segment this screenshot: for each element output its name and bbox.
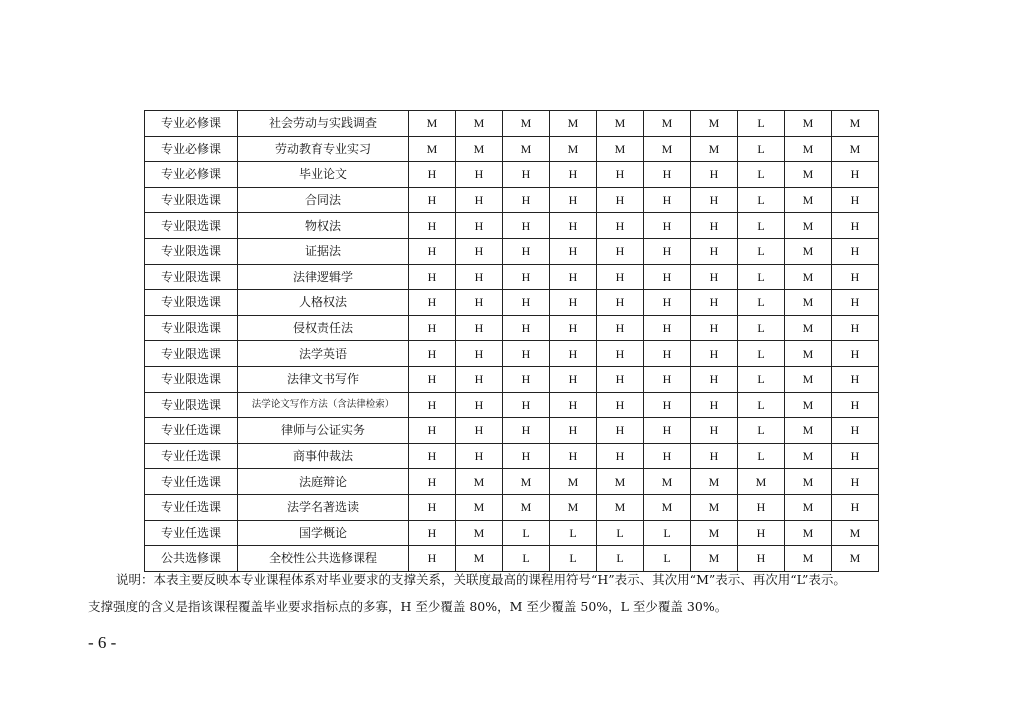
support-level-cell: M [785, 341, 832, 367]
support-level-cell: H [456, 443, 503, 469]
support-level-cell: M [785, 264, 832, 290]
course-name-cell: 法律逻辑学 [238, 264, 409, 290]
support-level-cell: L [738, 341, 785, 367]
support-level-cell: H [597, 315, 644, 341]
support-level-cell: H [644, 213, 691, 239]
table-note-line-2: 支撑强度的含义是指该课程覆盖毕业要求指标点的多寡，H 至少覆盖 80%，M 至少覆盖 50%，L 至少覆盖 30%。 [88, 599, 728, 614]
support-level-cell: M [691, 520, 738, 546]
course-type-cell: 专业限选课 [145, 264, 238, 290]
course-name-cell: 证据法 [238, 238, 409, 264]
support-level-cell: M [597, 111, 644, 137]
support-level-cell: H [409, 315, 456, 341]
support-level-cell: H [409, 264, 456, 290]
table-row [145, 469, 879, 495]
course-name-cell: 律师与公证实务 [238, 418, 409, 444]
support-level-cell: H [832, 443, 879, 469]
support-level-cell: H [738, 520, 785, 546]
support-level-cell: H [832, 494, 879, 520]
support-level-cell: H [550, 264, 597, 290]
support-level-cell: H [409, 418, 456, 444]
support-level-cell: H [597, 392, 644, 418]
course-type-cell: 专业任选课 [145, 520, 238, 546]
support-level-cell: H [832, 187, 879, 213]
support-level-cell: H [550, 315, 597, 341]
course-type-cell: 专业限选课 [145, 290, 238, 316]
support-level-cell: M [597, 136, 644, 162]
course-name-cell: 社会劳动与实践调查 [238, 111, 409, 137]
support-level-cell: H [691, 264, 738, 290]
support-level-cell: H [644, 290, 691, 316]
support-level-cell: M [644, 111, 691, 137]
table-row [145, 111, 879, 137]
support-level-cell: H [456, 315, 503, 341]
support-level-cell: M [503, 469, 550, 495]
support-level-cell: H [644, 162, 691, 188]
support-level-cell: H [832, 418, 879, 444]
support-level-cell: M [785, 469, 832, 495]
support-level-cell: L [644, 520, 691, 546]
table-row [145, 546, 879, 572]
support-level-cell: H [644, 392, 691, 418]
support-level-cell: M [644, 136, 691, 162]
support-level-cell: M [550, 111, 597, 137]
table-row [145, 162, 879, 188]
support-level-cell: M [832, 520, 879, 546]
support-level-cell: M [691, 546, 738, 572]
support-level-cell: H [456, 162, 503, 188]
support-level-cell: H [409, 213, 456, 239]
support-level-cell: M [785, 111, 832, 137]
support-level-cell: H [456, 238, 503, 264]
support-level-cell: H [597, 162, 644, 188]
support-level-cell: H [691, 418, 738, 444]
support-level-cell: M [691, 111, 738, 137]
table-row [145, 366, 879, 392]
support-level-cell: H [691, 341, 738, 367]
support-level-cell: H [456, 290, 503, 316]
support-level-cell: M [503, 494, 550, 520]
support-level-cell: M [597, 469, 644, 495]
support-level-cell: H [691, 290, 738, 316]
support-level-cell: H [409, 494, 456, 520]
support-level-cell: H [503, 392, 550, 418]
support-level-cell: H [597, 341, 644, 367]
support-level-cell: H [644, 418, 691, 444]
support-level-cell: H [503, 238, 550, 264]
support-level-cell: M [832, 546, 879, 572]
support-level-cell: M [550, 469, 597, 495]
course-type-cell: 专业限选课 [145, 366, 238, 392]
table-row [145, 136, 879, 162]
course-name-cell: 法学论文写作方法（含法律检索） [238, 392, 409, 418]
support-level-cell: H [503, 418, 550, 444]
support-level-cell: H [456, 392, 503, 418]
support-level-cell: H [456, 366, 503, 392]
table-row [145, 494, 879, 520]
support-level-cell: M [785, 187, 832, 213]
course-type-cell: 专业限选课 [145, 341, 238, 367]
course-name-cell: 法庭辩论 [238, 469, 409, 495]
support-level-cell: H [738, 494, 785, 520]
support-level-cell: H [456, 264, 503, 290]
support-level-cell: L [738, 213, 785, 239]
support-level-cell: L [738, 418, 785, 444]
support-level-cell: H [456, 213, 503, 239]
course-type-cell: 专业任选课 [145, 469, 238, 495]
support-level-cell: M [691, 494, 738, 520]
support-level-cell: H [644, 187, 691, 213]
support-level-cell: H [503, 213, 550, 239]
table-row [145, 418, 879, 444]
course-type-cell: 专业限选课 [145, 392, 238, 418]
support-level-cell: M [409, 111, 456, 137]
support-level-cell: L [738, 162, 785, 188]
course-name-cell: 物权法 [238, 213, 409, 239]
support-level-cell: H [503, 290, 550, 316]
support-level-cell: H [832, 392, 879, 418]
support-level-cell: H [456, 418, 503, 444]
support-level-cell: M [691, 136, 738, 162]
support-level-cell: L [644, 546, 691, 572]
table-row [145, 341, 879, 367]
table-body [145, 111, 879, 572]
support-level-cell: M [597, 494, 644, 520]
course-type-cell: 专业任选课 [145, 443, 238, 469]
support-level-cell: M [785, 546, 832, 572]
support-level-cell: H [597, 443, 644, 469]
course-type-cell: 专业任选课 [145, 494, 238, 520]
support-level-cell: H [644, 238, 691, 264]
support-level-cell: H [409, 162, 456, 188]
course-name-cell: 侵权责任法 [238, 315, 409, 341]
support-level-cell: M [456, 520, 503, 546]
course-support-matrix-table [144, 110, 879, 572]
support-level-cell: M [785, 392, 832, 418]
support-level-cell: H [409, 443, 456, 469]
support-level-cell: H [832, 162, 879, 188]
support-level-cell: L [738, 443, 785, 469]
support-level-cell: H [503, 187, 550, 213]
course-type-cell: 专业必修课 [145, 162, 238, 188]
support-level-cell: H [644, 264, 691, 290]
support-level-cell: H [597, 213, 644, 239]
support-level-cell: M [785, 238, 832, 264]
page-number: - 6 - [88, 633, 117, 652]
support-level-cell: M [456, 111, 503, 137]
support-level-cell: M [785, 494, 832, 520]
support-level-cell: H [550, 290, 597, 316]
support-level-cell: M [785, 290, 832, 316]
table-row [145, 315, 879, 341]
support-level-cell: M [832, 136, 879, 162]
support-level-cell: H [691, 162, 738, 188]
table-note-line-1: 说明：本表主要反映本专业课程体系对毕业要求的支撑关系，关联度最高的课程用符号“H”表示、其次用“M”表示、再次用“L”表示。 [116, 572, 846, 587]
support-level-cell: M [785, 418, 832, 444]
support-level-cell: H [597, 418, 644, 444]
support-level-cell: H [409, 290, 456, 316]
support-level-cell: L [738, 111, 785, 137]
support-level-cell: M [785, 315, 832, 341]
course-type-cell: 专业限选课 [145, 213, 238, 239]
course-name-cell: 法学英语 [238, 341, 409, 367]
course-name-cell: 毕业论文 [238, 162, 409, 188]
course-type-cell: 专业必修课 [145, 136, 238, 162]
support-level-cell: H [691, 392, 738, 418]
support-level-cell: M [456, 136, 503, 162]
support-level-cell: L [738, 238, 785, 264]
support-level-cell: H [456, 187, 503, 213]
support-level-cell: H [738, 546, 785, 572]
support-level-cell: H [550, 392, 597, 418]
support-level-cell: H [832, 469, 879, 495]
support-level-cell: H [503, 162, 550, 188]
table-row [145, 290, 879, 316]
course-type-cell: 专业限选课 [145, 187, 238, 213]
support-level-cell: L [738, 392, 785, 418]
support-level-cell: H [409, 238, 456, 264]
course-type-cell: 专业限选课 [145, 315, 238, 341]
support-level-cell: M [785, 520, 832, 546]
support-level-cell: H [550, 162, 597, 188]
support-level-cell: H [597, 366, 644, 392]
support-level-cell: H [644, 315, 691, 341]
table-row [145, 443, 879, 469]
support-level-cell: M [785, 213, 832, 239]
support-level-cell: H [832, 213, 879, 239]
support-level-cell: H [832, 238, 879, 264]
support-level-cell: L [738, 290, 785, 316]
course-name-cell: 合同法 [238, 187, 409, 213]
support-level-cell: M [644, 494, 691, 520]
support-level-cell: H [644, 366, 691, 392]
support-level-cell: L [738, 136, 785, 162]
support-level-cell: H [550, 341, 597, 367]
support-level-cell: L [597, 546, 644, 572]
course-name-cell: 劳动教育专业实习 [238, 136, 409, 162]
support-level-cell: H [597, 238, 644, 264]
support-level-cell: H [832, 290, 879, 316]
support-level-cell: H [550, 238, 597, 264]
support-level-cell: M [409, 136, 456, 162]
support-level-cell: M [456, 469, 503, 495]
course-name-cell: 国学概论 [238, 520, 409, 546]
support-level-cell: H [503, 366, 550, 392]
table-row [145, 213, 879, 239]
support-level-cell: H [832, 264, 879, 290]
support-level-cell: H [409, 469, 456, 495]
support-level-cell: L [503, 546, 550, 572]
support-level-cell: H [503, 315, 550, 341]
support-level-cell: L [550, 520, 597, 546]
support-level-cell: M [550, 494, 597, 520]
course-type-cell: 专业任选课 [145, 418, 238, 444]
support-level-cell: H [832, 341, 879, 367]
support-level-cell: H [691, 238, 738, 264]
support-level-cell: M [785, 443, 832, 469]
support-level-cell: L [597, 520, 644, 546]
course-name-cell: 法学名著选读 [238, 494, 409, 520]
table-row [145, 392, 879, 418]
course-name-cell: 商事仲裁法 [238, 443, 409, 469]
course-name-cell: 人格权法 [238, 290, 409, 316]
support-level-cell: M [503, 136, 550, 162]
support-level-cell: M [832, 111, 879, 137]
table-row [145, 187, 879, 213]
course-type-cell: 专业限选课 [145, 238, 238, 264]
support-level-cell: H [409, 546, 456, 572]
support-level-cell: H [644, 341, 691, 367]
support-level-cell: L [738, 366, 785, 392]
support-level-cell: M [503, 111, 550, 137]
support-level-cell: L [550, 546, 597, 572]
support-level-cell: H [691, 187, 738, 213]
support-level-cell: H [550, 213, 597, 239]
support-level-cell: H [691, 315, 738, 341]
support-level-cell: L [503, 520, 550, 546]
course-name-cell: 全校性公共选修课程 [238, 546, 409, 572]
support-level-cell: M [785, 136, 832, 162]
support-level-cell: M [785, 162, 832, 188]
support-level-cell: H [550, 443, 597, 469]
support-level-cell: L [738, 315, 785, 341]
support-level-cell: H [832, 366, 879, 392]
support-level-cell: H [597, 290, 644, 316]
course-name-cell: 法律文书写作 [238, 366, 409, 392]
support-level-cell: H [503, 341, 550, 367]
support-level-cell: H [550, 187, 597, 213]
support-level-cell: H [644, 443, 691, 469]
support-level-cell: M [738, 469, 785, 495]
support-level-cell: H [456, 341, 503, 367]
support-level-cell: H [503, 264, 550, 290]
support-level-cell: M [644, 469, 691, 495]
support-level-cell: H [691, 213, 738, 239]
support-level-cell: H [409, 392, 456, 418]
table-row [145, 264, 879, 290]
support-level-cell: H [597, 187, 644, 213]
support-level-cell: H [550, 418, 597, 444]
support-level-cell: H [691, 443, 738, 469]
support-level-cell: H [597, 264, 644, 290]
support-level-cell: M [691, 469, 738, 495]
support-level-cell: M [456, 546, 503, 572]
support-level-cell: H [409, 341, 456, 367]
support-level-cell: H [409, 520, 456, 546]
support-level-cell: M [785, 366, 832, 392]
table-row [145, 520, 879, 546]
course-type-cell: 公共选修课 [145, 546, 238, 572]
support-level-cell: L [738, 264, 785, 290]
support-level-cell: H [409, 187, 456, 213]
support-level-cell: L [738, 187, 785, 213]
course-type-cell: 专业必修课 [145, 111, 238, 137]
support-level-cell: H [503, 443, 550, 469]
support-level-cell: M [550, 136, 597, 162]
support-level-cell: H [691, 366, 738, 392]
support-level-cell: M [456, 494, 503, 520]
support-level-cell: H [550, 366, 597, 392]
support-level-cell: H [409, 366, 456, 392]
support-level-cell: H [832, 315, 879, 341]
table-row [145, 238, 879, 264]
